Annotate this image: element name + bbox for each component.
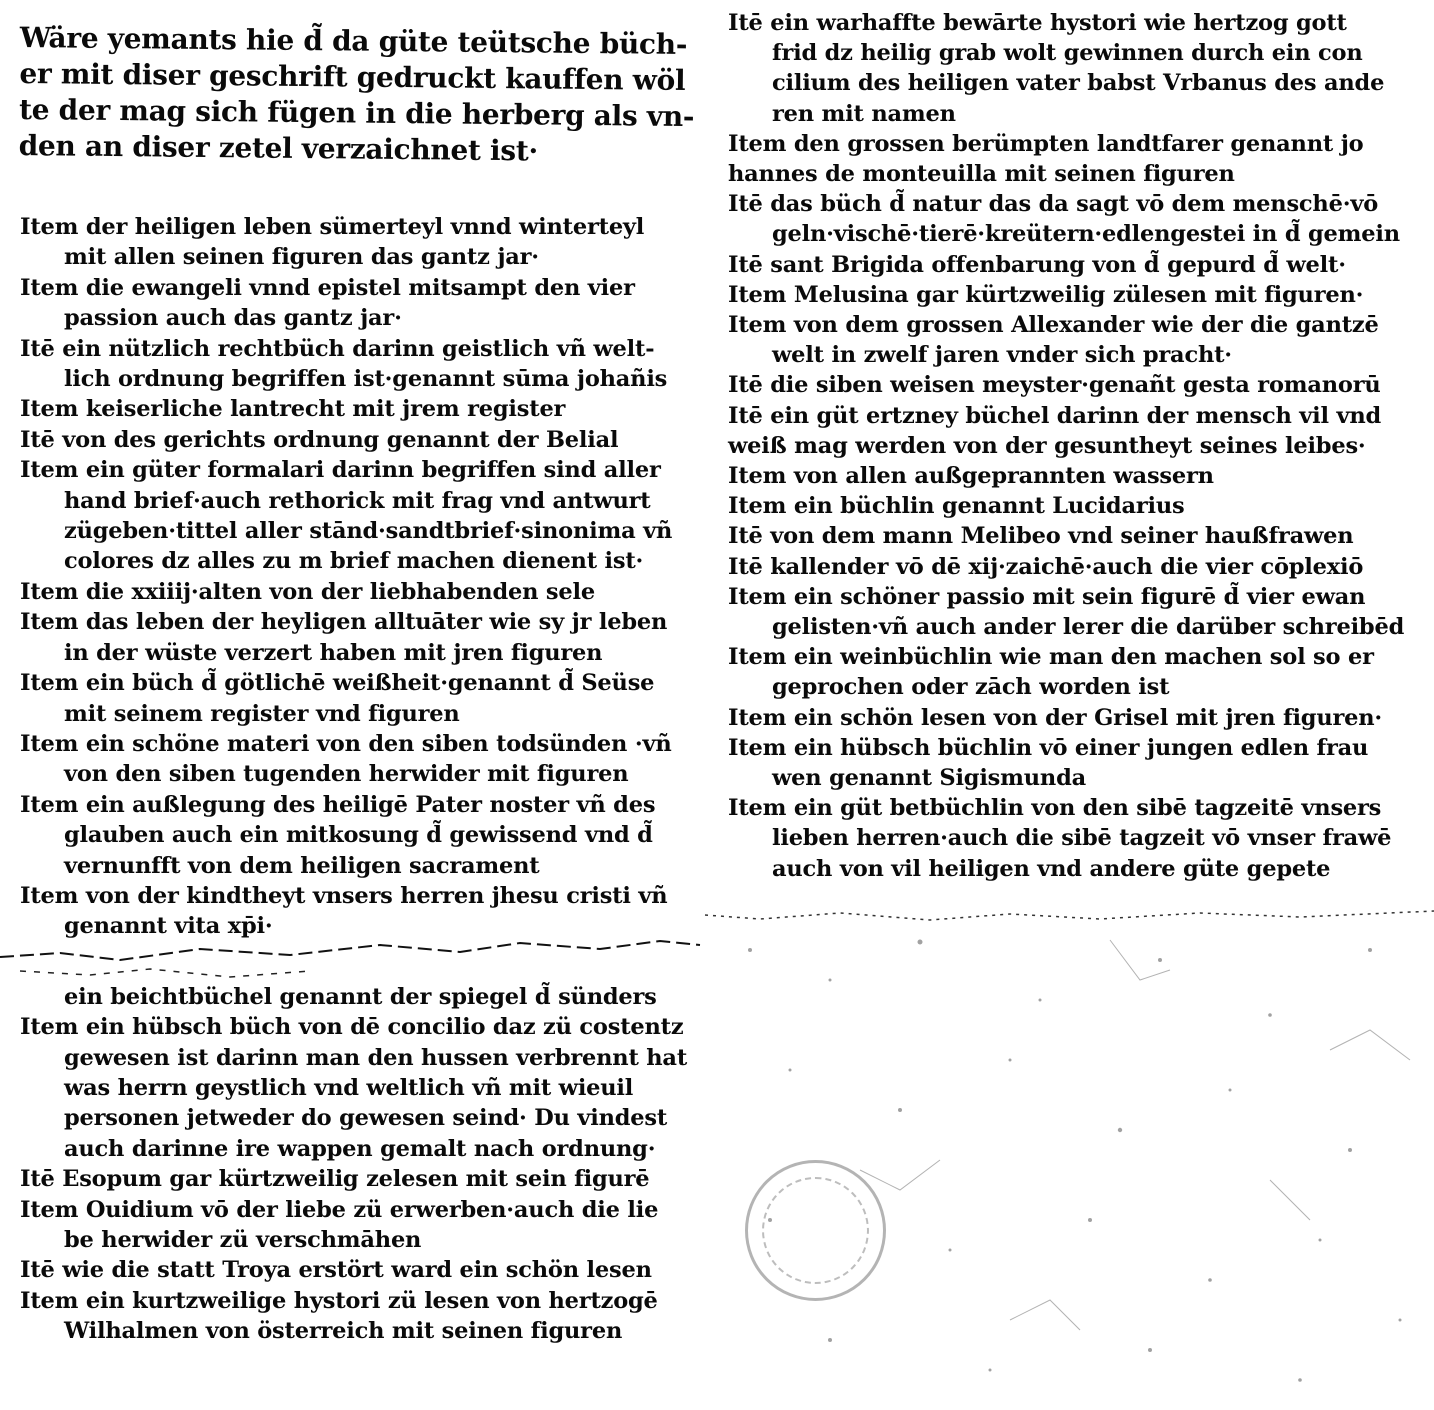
- left-list-line: Item ein güter formalari darinn begriffen sind aller: [20, 457, 661, 484]
- left-list-line: Item Ouidium vō der liebe zü erwerben·auch die lie: [20, 1196, 659, 1223]
- left-column: [20, 20, 700, 1347]
- left-list-line: personen jetweder do gewesen seind· Du vindest: [64, 1105, 668, 1132]
- left-list-line: Item ein schöne materi von den siben todsünden ·vñ: [20, 730, 672, 757]
- left-list-line: Itē Esopum gar kürtzweilig zelesen mit sein figurē: [20, 1166, 650, 1193]
- right-list-line: frid dz heilig grab wolt gewinnen durch ein con: [772, 40, 1363, 67]
- right-list-line: Itē sant Brigida offenbarung von d̃ gepurd d̃ welt·: [728, 251, 1346, 278]
- left-list-line: hand brief·auch rethorick mit frag vnd antwurt: [64, 487, 651, 514]
- left-list-line: Itē von des gerichts ordnung genannt der Belial: [20, 426, 619, 453]
- heading-line: den an diser zetel verzaichnet ist·: [18, 128, 539, 168]
- right-list-line: geln·vischē·tierē·kreütern·edlengestei in d̃ gemein: [772, 221, 1400, 248]
- right-book-list: [728, 8, 1418, 884]
- right-list-line: welt in zwelf jaren vnder sich pracht·: [772, 342, 1232, 369]
- right-list-line: hannes de monteuilla mit seinen figuren: [728, 161, 1235, 188]
- left-list-line: be herwider zü verschmāhen: [64, 1227, 422, 1253]
- right-list-line: Itē ein güt ertzney büchel darinn der mensch vil vnd: [728, 402, 1382, 429]
- left-list-line: glauben auch ein mitkosung d̃ gewissend vnd d̃: [64, 822, 653, 849]
- library-stamp-inner-ring: [762, 1177, 869, 1284]
- heading-line: Wäre yemants hie d̃ da güte teütsche büch-: [19, 20, 688, 61]
- left-list-line: Item die ewangeli vnnd epistel mitsampt den vier: [20, 274, 635, 301]
- left-list-line: Item ein hübsch büch von dē concilio daz zü costentz: [20, 1014, 684, 1041]
- left-list-line: Item ein büch d̃ götlichē weißheit·genannt d̃ Seüse: [20, 670, 655, 697]
- left-list-line: colores dz alles zu m brief machen dienent ist·: [64, 548, 644, 575]
- left-list-line: Item das leben der heyligen alltuāter wie sy jr leben: [20, 609, 668, 636]
- right-list-line: auch von vil heiligen vnd andere güte gepete: [772, 855, 1331, 882]
- left-list-line: Item ein kurtzweilige hystori zü lesen von hertzogē: [20, 1287, 658, 1314]
- right-list-line: Item ein hübsch büchlin vō einer jungen edlen frau: [728, 734, 1369, 761]
- left-list-line: Wilhalmen von österreich mit seinen figuren: [64, 1318, 623, 1345]
- right-list-line: Item ein büchlin genannt Lucidarius: [728, 493, 1185, 520]
- right-list-line: wen genannt Sigismunda: [772, 765, 1086, 792]
- right-list-line: Itē ein warhaffte bewārte hystori wie hertzog gott: [728, 10, 1347, 36]
- left-list-line: Item keiserliche lantrecht mit jrem register: [20, 396, 566, 423]
- right-list-line: weiß mag werden von der gesuntheyt seines leibes·: [728, 432, 1366, 459]
- right-list-line: Itē die siben weisen meyster·genañt gesta romanorū: [728, 372, 1381, 399]
- right-list-line: Itē das büch d̃ natur das da sagt vō dem menschē·vō: [728, 191, 1379, 218]
- left-list-line: Itē ein nützlich rechtbüch darinn geistlich vñ welt-: [20, 335, 655, 362]
- right-list-line: geprochen oder zāch worden ist: [772, 674, 1170, 701]
- right-list-line: Item ein schöner passio mit sein figurē d̃ vier ewan: [728, 583, 1366, 610]
- heading-line: er mit diser geschrift gedruckt kauffen wöl: [19, 56, 686, 97]
- left-list-line: von den siben tugenden herwider mit figuren: [64, 761, 629, 788]
- left-list-line: vernunfft von dem heiligen sacrament: [64, 852, 540, 879]
- right-list-line: Item ein schön lesen von der Grisel mit jren figuren·: [728, 704, 1383, 731]
- left-book-list-upper: [20, 212, 700, 942]
- library-stamp: [745, 1160, 886, 1301]
- left-list-line: in der wüste verzert haben mit jren figuren: [64, 639, 603, 666]
- left-list-line: lich ordnung begriffen ist·genannt sūma johañis: [64, 366, 668, 393]
- right-list-line: gelisten·vñ auch ander lerer die darüber schreibēd: [772, 614, 1405, 641]
- left-list-line: auch darinne ire wappen gemalt nach ordnung·: [64, 1135, 656, 1162]
- right-list-line: Itē von dem mann Melibeo vnd seiner haußfrawen: [728, 523, 1354, 550]
- left-list-line: was herrn geystlich vnd weltlich vñ mit wieuil: [64, 1074, 634, 1101]
- right-column: [728, 8, 1418, 884]
- right-list-line: Item Melusina gar kürtzweilig zülesen mit figuren·: [728, 281, 1364, 308]
- right-list-line: lieben herren·auch die sibē tagzeit vō vnser frawē: [772, 825, 1392, 852]
- left-list-line: mit seinem register vnd figuren: [64, 700, 460, 727]
- left-list-line: Item die xxiiij·alten von der liebhabenden sele: [20, 578, 595, 605]
- right-list-line: Item von dem grossen Allexander wie der die gantzē: [728, 312, 1379, 339]
- right-list-line: Item ein güt betbüchlin von den sibē tagzeitē vnsers: [728, 795, 1382, 822]
- heading-line: te der mag sich fügen in die herberg als vn-: [18, 92, 695, 134]
- left-list-line: Item von der kindtheyt vnsers herren jhesu cristi vñ: [20, 882, 668, 909]
- left-list-line: genannt vita xp̄i·: [64, 913, 273, 940]
- right-list-line: Item ein weinbüchlin wie man den machen sol so er: [728, 644, 1374, 671]
- left-list-line: mit allen seinen figuren das gantz jar·: [64, 244, 539, 271]
- right-list-line: Item den grossen berümpten landtfarer genannt jo: [728, 130, 1364, 157]
- left-list-line: ein beichtbüchel genannt der spiegel d̃ sünders: [64, 983, 657, 1010]
- left-list-line: Item der heiligen leben sümerteyl vnnd winterteyl: [20, 214, 645, 240]
- left-list-line: Itē wie die statt Troya erstört ward ein schön lesen: [20, 1257, 652, 1284]
- left-list-line: Item ein außlegung des heiligē Pater noster vñ des: [20, 791, 656, 818]
- right-list-line: Itē kallender vō dē xij·zaichē·auch die vier cōplexiō: [728, 553, 1364, 580]
- right-list-line: cilium des heiligen vater babst Vrbanus des ande: [772, 70, 1385, 97]
- right-list-line: Item von allen außgeprannten wassern: [728, 463, 1214, 490]
- right-list-line: ren mit namen: [772, 100, 956, 127]
- left-list-line: gewesen ist darinn man den hussen verbrennt hat: [64, 1044, 688, 1071]
- left-list-line: passion auch das gantz jar·: [64, 305, 402, 332]
- left-list-line: zügeben·tittel aller stānd·sandtbrief·sinonima vñ: [64, 518, 673, 545]
- advertisement-heading: [18, 20, 699, 171]
- left-book-list-lower: [20, 982, 700, 1347]
